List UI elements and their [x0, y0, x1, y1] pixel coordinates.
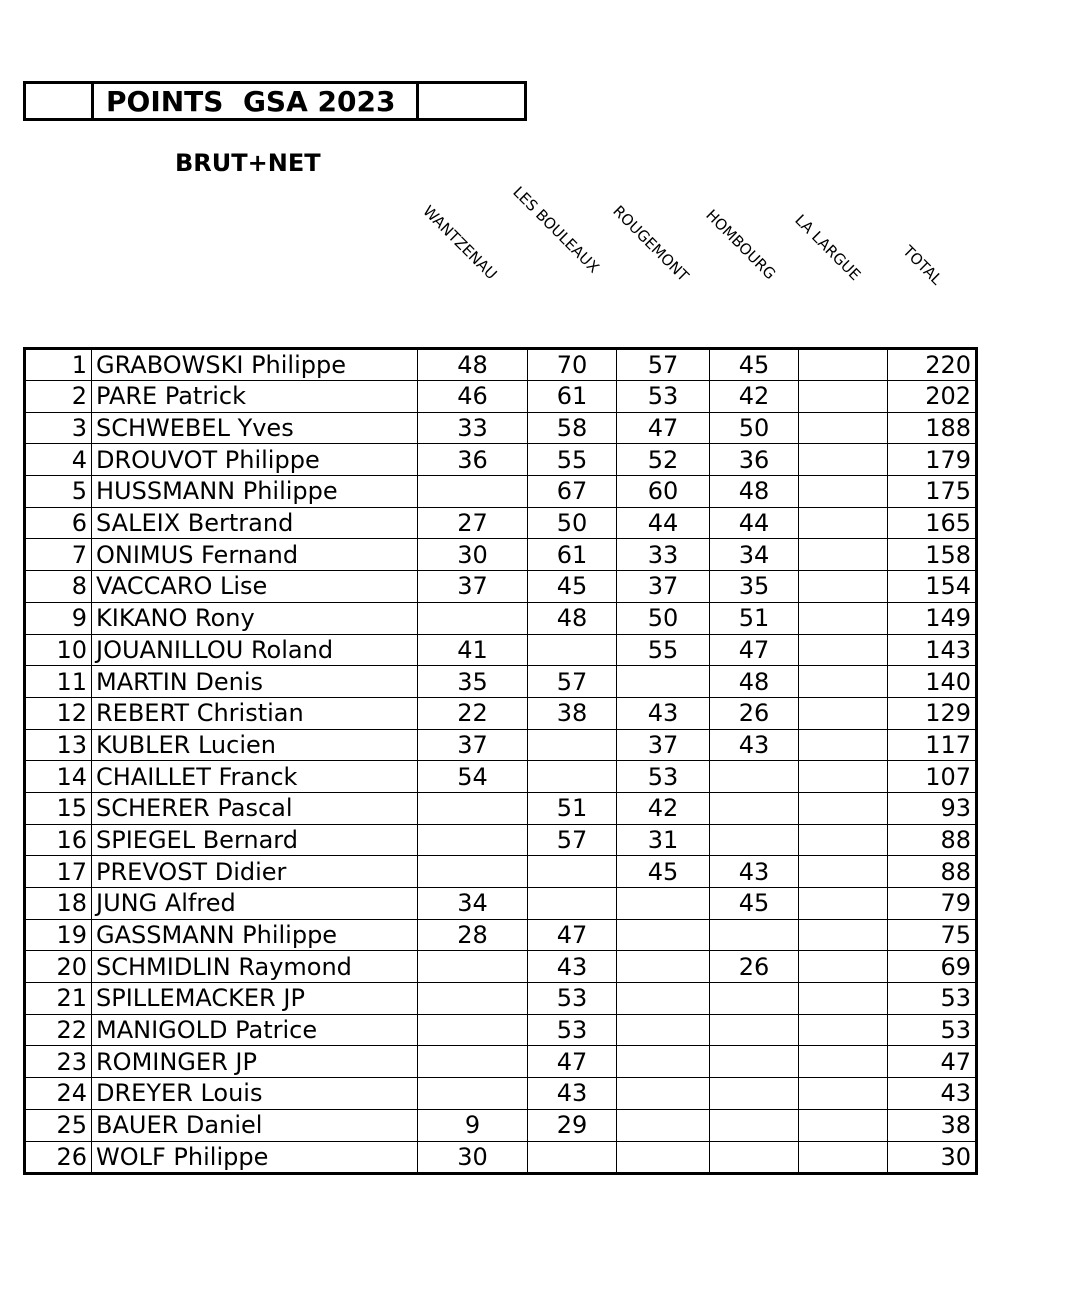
score-cell-les-bouleaux: 57: [528, 666, 617, 698]
score-cell-rougemont: 57: [617, 349, 710, 381]
total-cell: 30: [888, 1141, 977, 1173]
page-subtitle: BRUT+NET: [175, 149, 321, 177]
column-header-total: TOTAL: [899, 242, 946, 289]
score-cell-rougemont: 43: [617, 697, 710, 729]
rank-cell: 1: [25, 349, 92, 381]
results-table: [23, 347, 978, 1175]
table-row: [25, 824, 977, 856]
table-row: [25, 888, 977, 920]
score-cell-les-bouleaux: 48: [528, 602, 617, 634]
rank-cell: 13: [25, 729, 92, 761]
score-cell-la-largue: [799, 856, 888, 888]
score-cell-hombourg: [710, 1109, 799, 1141]
score-cell-la-largue: [799, 1141, 888, 1173]
score-cell-hombourg: 45: [710, 888, 799, 920]
table-row: [25, 1046, 977, 1078]
score-cell-rougemont: 47: [617, 412, 710, 444]
score-cell-hombourg: 42: [710, 381, 799, 413]
rank-cell: 26: [25, 1141, 92, 1173]
total-cell: 158: [888, 539, 977, 571]
total-cell: 75: [888, 919, 977, 951]
table-row: [25, 476, 977, 508]
rank-cell: 3: [25, 412, 92, 444]
rank-cell: 11: [25, 666, 92, 698]
score-cell-wantzenau: 36: [418, 444, 528, 476]
score-cell-wantzenau: [418, 792, 528, 824]
table-row: [25, 761, 977, 793]
score-cell-la-largue: [799, 1109, 888, 1141]
column-header-wantzenau: WANTZENAU: [419, 202, 501, 284]
score-cell-la-largue: [799, 729, 888, 761]
score-cell-rougemont: 52: [617, 444, 710, 476]
table-row: [25, 349, 977, 381]
score-cell-les-bouleaux: [528, 729, 617, 761]
rank-cell: 24: [25, 1078, 92, 1110]
player-name-cell: ONIMUS Fernand: [92, 539, 418, 571]
score-cell-wantzenau: [418, 856, 528, 888]
total-cell: 179: [888, 444, 977, 476]
table-row: [25, 1014, 977, 1046]
title-box-divider-right: [416, 84, 419, 118]
player-name-cell: ROMINGER JP: [92, 1046, 418, 1078]
score-cell-wantzenau: 33: [418, 412, 528, 444]
score-cell-rougemont: 53: [617, 761, 710, 793]
score-cell-la-largue: [799, 507, 888, 539]
total-cell: 53: [888, 1014, 977, 1046]
total-cell: 175: [888, 476, 977, 508]
score-cell-les-bouleaux: 70: [528, 349, 617, 381]
table-row: [25, 856, 977, 888]
total-cell: 88: [888, 856, 977, 888]
score-cell-wantzenau: [418, 983, 528, 1015]
score-cell-les-bouleaux: 61: [528, 539, 617, 571]
rank-cell: 9: [25, 602, 92, 634]
player-name-cell: CHAILLET Franck: [92, 761, 418, 793]
score-cell-wantzenau: 41: [418, 634, 528, 666]
score-cell-les-bouleaux: [528, 761, 617, 793]
table-row: [25, 729, 977, 761]
score-cell-wantzenau: [418, 1046, 528, 1078]
score-cell-wantzenau: 37: [418, 729, 528, 761]
table-row: [25, 507, 977, 539]
score-cell-hombourg: 34: [710, 539, 799, 571]
score-cell-rougemont: 33: [617, 539, 710, 571]
rank-cell: 25: [25, 1109, 92, 1141]
score-cell-les-bouleaux: 57: [528, 824, 617, 856]
score-cell-hombourg: 48: [710, 476, 799, 508]
score-cell-la-largue: [799, 1014, 888, 1046]
title-box: [23, 81, 527, 121]
score-cell-rougemont: 37: [617, 729, 710, 761]
score-cell-les-bouleaux: 67: [528, 476, 617, 508]
score-cell-wantzenau: [418, 951, 528, 983]
total-cell: 38: [888, 1109, 977, 1141]
score-cell-hombourg: 47: [710, 634, 799, 666]
player-name-cell: WOLF Philippe: [92, 1141, 418, 1173]
score-cell-wantzenau: 46: [418, 381, 528, 413]
player-name-cell: DROUVOT Philippe: [92, 444, 418, 476]
total-cell: 129: [888, 697, 977, 729]
total-cell: 117: [888, 729, 977, 761]
column-header-les-bouleaux: LES BOULEAUX: [509, 183, 603, 277]
player-name-cell: PARE Patrick: [92, 381, 418, 413]
score-cell-wantzenau: 22: [418, 697, 528, 729]
score-cell-wantzenau: [418, 476, 528, 508]
score-cell-wantzenau: 48: [418, 349, 528, 381]
table-row: [25, 602, 977, 634]
player-name-cell: SCHWEBEL Yves: [92, 412, 418, 444]
score-cell-les-bouleaux: 53: [528, 983, 617, 1015]
score-cell-rougemont: 50: [617, 602, 710, 634]
score-cell-rougemont: 44: [617, 507, 710, 539]
score-cell-la-largue: [799, 634, 888, 666]
table-row: [25, 539, 977, 571]
score-cell-la-largue: [799, 666, 888, 698]
table-row: [25, 381, 977, 413]
score-cell-hombourg: [710, 824, 799, 856]
total-cell: 47: [888, 1046, 977, 1078]
player-name-cell: DREYER Louis: [92, 1078, 418, 1110]
rank-cell: 22: [25, 1014, 92, 1046]
score-cell-les-bouleaux: [528, 856, 617, 888]
score-cell-les-bouleaux: 43: [528, 951, 617, 983]
score-cell-rougemont: [617, 919, 710, 951]
score-cell-la-largue: [799, 602, 888, 634]
player-name-cell: SCHMIDLIN Raymond: [92, 951, 418, 983]
score-cell-la-largue: [799, 381, 888, 413]
score-cell-les-bouleaux: 47: [528, 1046, 617, 1078]
total-cell: 88: [888, 824, 977, 856]
player-name-cell: SCHERER Pascal: [92, 792, 418, 824]
score-cell-rougemont: 60: [617, 476, 710, 508]
rank-cell: 10: [25, 634, 92, 666]
score-cell-hombourg: [710, 1141, 799, 1173]
score-cell-wantzenau: [418, 602, 528, 634]
player-name-cell: REBERT Christian: [92, 697, 418, 729]
total-cell: 79: [888, 888, 977, 920]
score-cell-les-bouleaux: [528, 888, 617, 920]
total-cell: 69: [888, 951, 977, 983]
score-cell-hombourg: 26: [710, 697, 799, 729]
score-cell-wantzenau: [418, 1014, 528, 1046]
player-name-cell: PREVOST Didier: [92, 856, 418, 888]
rank-cell: 15: [25, 792, 92, 824]
score-cell-les-bouleaux: 47: [528, 919, 617, 951]
score-cell-les-bouleaux: 53: [528, 1014, 617, 1046]
score-cell-hombourg: 45: [710, 349, 799, 381]
score-cell-wantzenau: 27: [418, 507, 528, 539]
score-cell-hombourg: 26: [710, 951, 799, 983]
score-cell-rougemont: 53: [617, 381, 710, 413]
total-cell: 53: [888, 983, 977, 1015]
player-name-cell: KIKANO Rony: [92, 602, 418, 634]
score-cell-la-largue: [799, 1078, 888, 1110]
score-cell-hombourg: [710, 983, 799, 1015]
score-cell-la-largue: [799, 349, 888, 381]
score-cell-hombourg: 35: [710, 571, 799, 603]
player-name-cell: JUNG Alfred: [92, 888, 418, 920]
score-cell-rougemont: 42: [617, 792, 710, 824]
player-name-cell: SPIEGEL Bernard: [92, 824, 418, 856]
total-cell: 220: [888, 349, 977, 381]
total-cell: 202: [888, 381, 977, 413]
table-row: [25, 983, 977, 1015]
table-row: [25, 634, 977, 666]
total-cell: 165: [888, 507, 977, 539]
rank-cell: 2: [25, 381, 92, 413]
score-cell-hombourg: 43: [710, 729, 799, 761]
rank-cell: 4: [25, 444, 92, 476]
player-name-cell: HUSSMANN Philippe: [92, 476, 418, 508]
score-cell-hombourg: [710, 761, 799, 793]
column-header-la-largue: LA LARGUE: [791, 211, 865, 284]
player-name-cell: KUBLER Lucien: [92, 729, 418, 761]
score-cell-hombourg: 50: [710, 412, 799, 444]
score-cell-les-bouleaux: 43: [528, 1078, 617, 1110]
rank-cell: 20: [25, 951, 92, 983]
score-cell-hombourg: [710, 1046, 799, 1078]
player-name-cell: MANIGOLD Patrice: [92, 1014, 418, 1046]
score-cell-rougemont: [617, 951, 710, 983]
player-name-cell: GASSMANN Philippe: [92, 919, 418, 951]
score-cell-la-largue: [799, 539, 888, 571]
score-cell-les-bouleaux: 50: [528, 507, 617, 539]
score-cell-les-bouleaux: 58: [528, 412, 617, 444]
column-header-hombourg: HOMBOURG: [702, 206, 780, 283]
rank-cell: 18: [25, 888, 92, 920]
score-cell-la-largue: [799, 983, 888, 1015]
title-box-divider-left: [91, 84, 94, 118]
score-cell-wantzenau: 35: [418, 666, 528, 698]
score-cell-hombourg: 43: [710, 856, 799, 888]
score-cell-la-largue: [799, 1046, 888, 1078]
rank-cell: 21: [25, 983, 92, 1015]
table-row: [25, 919, 977, 951]
table-row: [25, 1109, 977, 1141]
rank-cell: 12: [25, 697, 92, 729]
column-header-rougemont: ROUGEMONT: [609, 202, 693, 286]
total-cell: 93: [888, 792, 977, 824]
score-cell-la-largue: [799, 919, 888, 951]
score-cell-les-bouleaux: [528, 1141, 617, 1173]
page-title: POINTS GSA 2023: [106, 85, 396, 118]
score-cell-rougemont: [617, 888, 710, 920]
score-cell-rougemont: [617, 1078, 710, 1110]
table-row: [25, 697, 977, 729]
total-cell: 149: [888, 602, 977, 634]
table-row: [25, 571, 977, 603]
score-cell-la-largue: [799, 888, 888, 920]
player-name-cell: SPILLEMACKER JP: [92, 983, 418, 1015]
total-cell: 140: [888, 666, 977, 698]
score-cell-rougemont: 31: [617, 824, 710, 856]
rank-cell: 17: [25, 856, 92, 888]
score-cell-hombourg: [710, 1014, 799, 1046]
total-cell: 143: [888, 634, 977, 666]
score-cell-la-largue: [799, 824, 888, 856]
score-cell-la-largue: [799, 412, 888, 444]
table-row: [25, 951, 977, 983]
table-row: [25, 444, 977, 476]
score-cell-wantzenau: 34: [418, 888, 528, 920]
score-cell-rougemont: 55: [617, 634, 710, 666]
rank-cell: 14: [25, 761, 92, 793]
score-cell-wantzenau: 30: [418, 539, 528, 571]
player-name-cell: JOUANILLOU Roland: [92, 634, 418, 666]
score-cell-la-largue: [799, 476, 888, 508]
score-cell-hombourg: [710, 1078, 799, 1110]
player-name-cell: GRABOWSKI Philippe: [92, 349, 418, 381]
table-row: [25, 412, 977, 444]
score-cell-les-bouleaux: 29: [528, 1109, 617, 1141]
score-cell-la-largue: [799, 571, 888, 603]
score-cell-la-largue: [799, 792, 888, 824]
score-cell-les-bouleaux: 51: [528, 792, 617, 824]
score-cell-les-bouleaux: 45: [528, 571, 617, 603]
rank-cell: 23: [25, 1046, 92, 1078]
rank-cell: 6: [25, 507, 92, 539]
rank-cell: 7: [25, 539, 92, 571]
score-cell-rougemont: 45: [617, 856, 710, 888]
table-row: [25, 1141, 977, 1173]
score-cell-wantzenau: [418, 824, 528, 856]
score-cell-wantzenau: 30: [418, 1141, 528, 1173]
score-cell-wantzenau: [418, 1078, 528, 1110]
score-cell-hombourg: 48: [710, 666, 799, 698]
rank-cell: 19: [25, 919, 92, 951]
total-cell: 43: [888, 1078, 977, 1110]
rank-cell: 8: [25, 571, 92, 603]
score-cell-la-largue: [799, 697, 888, 729]
score-cell-hombourg: [710, 792, 799, 824]
score-cell-rougemont: [617, 983, 710, 1015]
score-cell-les-bouleaux: 38: [528, 697, 617, 729]
score-cell-les-bouleaux: [528, 634, 617, 666]
score-cell-hombourg: [710, 919, 799, 951]
score-cell-hombourg: 51: [710, 602, 799, 634]
score-cell-rougemont: [617, 1014, 710, 1046]
player-name-cell: BAUER Daniel: [92, 1109, 418, 1141]
rank-cell: 5: [25, 476, 92, 508]
score-cell-wantzenau: 9: [418, 1109, 528, 1141]
table-row: [25, 792, 977, 824]
score-cell-les-bouleaux: 61: [528, 381, 617, 413]
score-cell-wantzenau: 28: [418, 919, 528, 951]
total-cell: 188: [888, 412, 977, 444]
score-cell-la-largue: [799, 444, 888, 476]
total-cell: 107: [888, 761, 977, 793]
score-cell-la-largue: [799, 951, 888, 983]
score-cell-rougemont: [617, 1109, 710, 1141]
player-name-cell: MARTIN Denis: [92, 666, 418, 698]
score-cell-rougemont: [617, 1141, 710, 1173]
table-row: [25, 666, 977, 698]
score-cell-wantzenau: 54: [418, 761, 528, 793]
total-cell: 154: [888, 571, 977, 603]
score-cell-rougemont: [617, 666, 710, 698]
score-cell-les-bouleaux: 55: [528, 444, 617, 476]
score-cell-rougemont: 37: [617, 571, 710, 603]
player-name-cell: VACCARO Lise: [92, 571, 418, 603]
score-cell-hombourg: 44: [710, 507, 799, 539]
table-row: [25, 1078, 977, 1110]
rank-cell: 16: [25, 824, 92, 856]
score-cell-rougemont: [617, 1046, 710, 1078]
results-table-body: [25, 349, 977, 1174]
player-name-cell: SALEIX Bertrand: [92, 507, 418, 539]
score-cell-la-largue: [799, 761, 888, 793]
score-cell-wantzenau: 37: [418, 571, 528, 603]
score-cell-hombourg: 36: [710, 444, 799, 476]
